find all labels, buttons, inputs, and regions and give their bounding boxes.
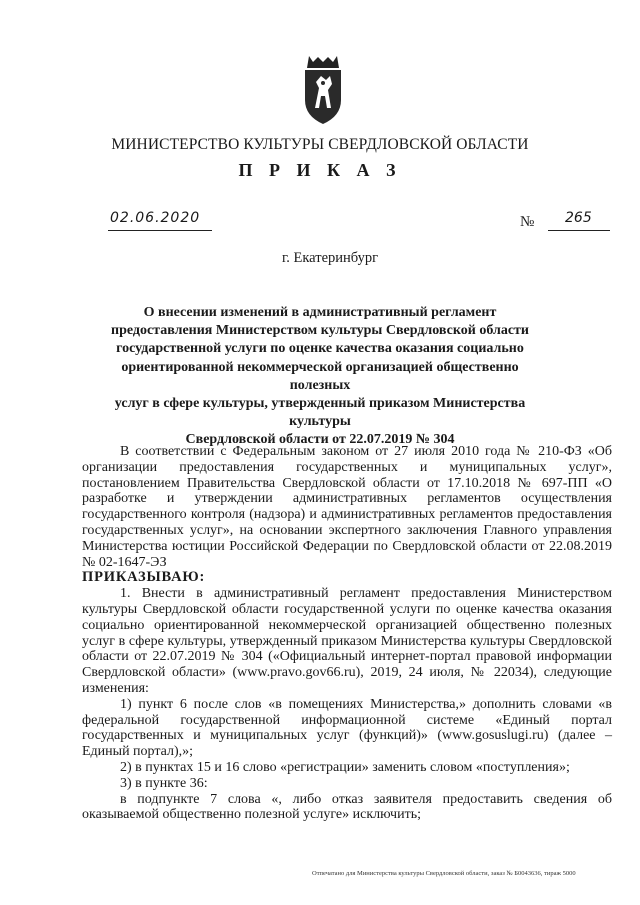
title-line: предоставления Министерством культуры Свердловской области <box>111 323 529 339</box>
city: г. Екатеринбург <box>281 250 379 266</box>
subitem-2-paragraph: 2) в пунктах 15 и 16 слово «регистрации» заменить словом «поступления»; <box>120 759 570 775</box>
preamble-paragraph: В соответствии с Федеральным законом от 27 июля 2010 года № 210-ФЗ «Об организации предоставления государственных и муниципальных услуг», постановлением Правительства Свердловской области от 17.10.2018 № 697-ПП «О разработке и утверждении административных регламентов осуществления государственного контроля (надзора) и административных регламентов предоставления государственных услуг», на основании экспертного заключения Главного управления Министерства юстиции Российской Федерации по Свердловской области от 22.08.2019 № 02-1647-ЭЗ <box>82 444 612 570</box>
title-line: Свердловской области от 22.07.2019 № 304 <box>185 432 455 448</box>
order-title <box>98 304 542 450</box>
ministry-name: МИНИСТЕРСТВО КУЛЬТУРЫ СВЕРДЛОВСКОЙ ОБЛАСТИ <box>111 136 529 153</box>
order-heading: П Р И К А З <box>238 160 402 180</box>
subitem-3-paragraph: 3) в пункте 36: <box>120 775 208 791</box>
item-1-paragraph: 1. Внести в административный регламент предоставления Министерством культуры Свердловской области государственной услуги по оценке качества оказания социально ориентированной некоммерческой организацией общественно полезных услуг в сфере культуры, утвержденный приказом Министерства культуры Свердловской области от 22.07.2019 № 304 («Официальный интернет-портал правовой информации Свердловской области» (www.pravo.gov66.ru), 2019, 24 июля, № 22034), следующие изменения: <box>82 586 612 696</box>
title-line: услуг в сфере культуры, утвержденный приказом Министерства культуры <box>114 396 526 430</box>
print-footer: Отпечатано для Министерства культуры Свердловской области, заказ № Б0043636, тираж 5000 <box>312 870 576 877</box>
coat-of-arms-icon <box>299 54 347 126</box>
order-verb: ПРИКАЗЫВАЮ: <box>82 569 206 586</box>
order-number: 265 <box>565 210 592 226</box>
order-date: 02.06.2020 <box>110 210 201 226</box>
order-body <box>82 444 612 823</box>
subitem-3a-paragraph: в подпункте 7 слова «, либо отказ заявителя предоставить сведения об оказываемой общественно полезной услуге» исключить; <box>82 791 612 823</box>
title-line: ориентированной некоммерческой организацией общественно полезных <box>121 359 519 393</box>
title-line: государственной услуги по оценке качества оказания социально <box>116 341 524 357</box>
number-sign: № <box>520 214 535 230</box>
subitem-1-paragraph: 1) пункт 6 после слов «в помещениях Министерства,» дополнить словами «в федеральной государственной информационной системе «Единый портал государственных и муниципальных услуг (функций)» (www.gosuslugi.ru) (далее – Единый портал),»; <box>82 696 612 760</box>
title-line: О внесении изменений в административный регламент <box>143 305 497 320</box>
